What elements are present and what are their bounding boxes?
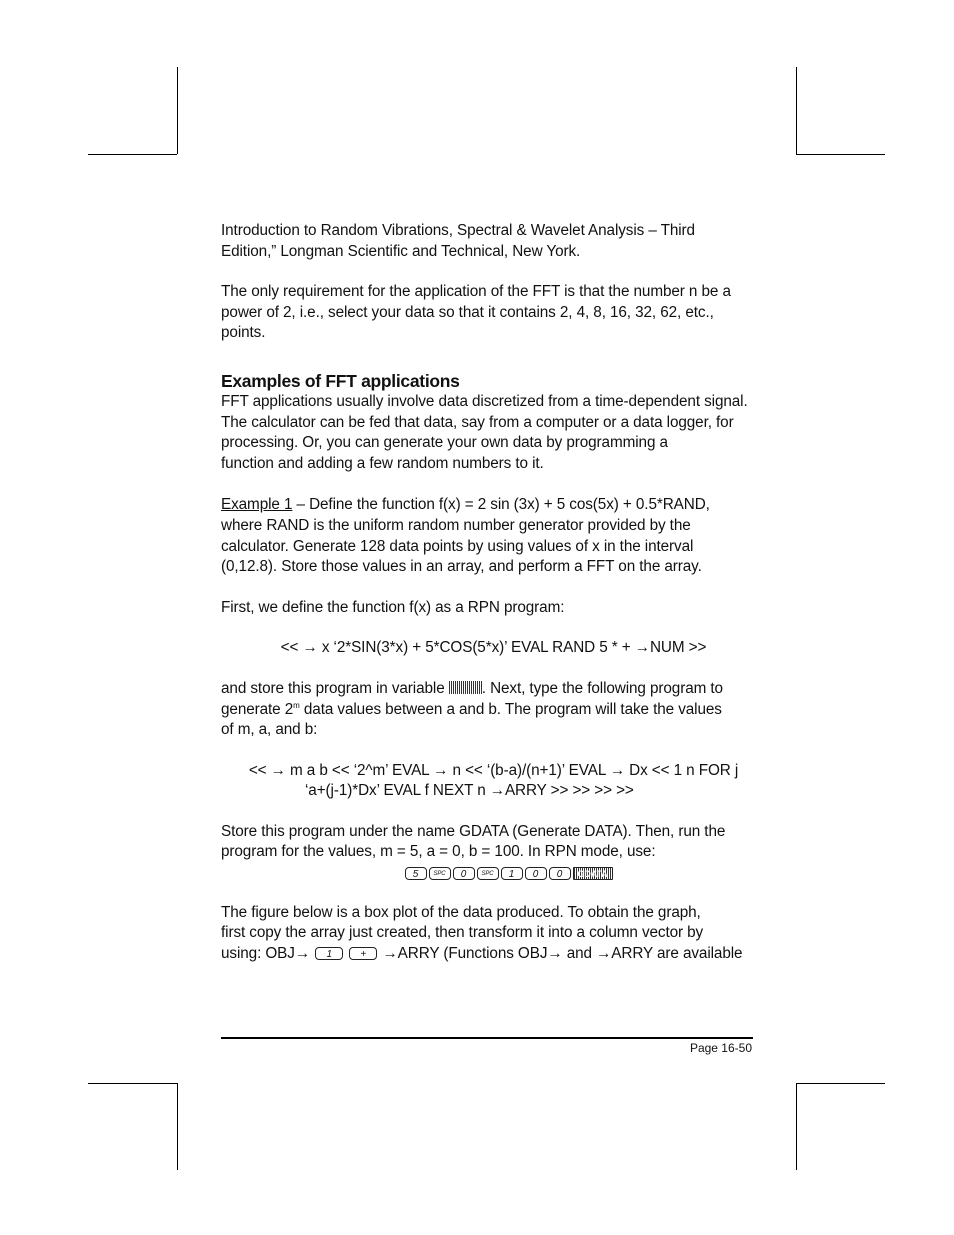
body-line: The figure below is a box plot of the data produced. To obtain the graph, [221,903,701,921]
crop-mark [88,1083,177,1084]
crop-mark [796,1083,885,1084]
body-line: program for the values, m = 5, a = 0, b = 100. In RPN mode, use: [221,843,656,861]
key-1-icon: 1 [501,867,523,880]
key-0-icon: 0 [549,867,571,880]
body-line: and store this program in variable . Next, type the following program to [221,679,723,697]
body-line: power of 2, i.e., select your data so that it contains 2, 4, 8, 16, 32, 62, etc., [221,303,714,321]
body-line: points. [221,324,266,342]
reference-line: Introduction to Random Vibrations, Spectral & Wavelet Analysis – Third [221,222,695,239]
body-line: of m, a, and b: [221,721,318,739]
crop-mark [88,154,177,155]
body-line: calculator. Generate 128 data points by using values of x in the interval [221,537,694,555]
crop-mark [177,67,178,154]
code-line: ‘a+(j-1)*Dx’ EVAL f NEXT n →ARRY >> >> >> >> [305,782,634,800]
key-0-icon: 0 [525,867,547,880]
softkey-gdata-icon: GDATA [573,867,613,880]
body-line: generate 2$^m$ data values between a and b. The program will take the values [221,700,722,718]
body-line: The calculator can be fed that data, say from a computer or a data logger, for [221,413,734,431]
code-line: << → x ‘2*SIN(3*x) + 5*COS(5*x)’ EVAL RAND 5 * + →NUM >> [280,639,707,657]
softkey-f-icon [449,681,482,694]
body-line: using: OBJ→ 1 + →ARRY (Functions OBJ→ and →ARRY are available [221,944,743,962]
page-number: Page 16-50 [689,1041,752,1055]
body-line: FFT applications usually involve data discretized from a time-dependent signal. [221,392,748,410]
crop-mark [177,1083,178,1170]
key-0-icon: 0 [453,867,475,880]
body-line: where RAND is the uniform random number generator provided by the [221,516,691,534]
body-line: (0,12.8). Store those values in an array, and perform a FFT on the array. [221,558,702,576]
crop-mark [796,67,797,154]
key-1-icon: 1 [315,947,343,960]
body-line: First, we define the function f(x) as a RPN program: [221,598,565,616]
code-line: << → m a b << ‘2^m’ EVAL → n << ‘(b-a)/(n+1)’ EVAL → Dx << 1 n FOR j [248,761,739,779]
body-line: function and adding a few random numbers to it. [221,454,544,472]
body-line: first copy the array just created, then transform it into a column vector by [221,924,704,942]
footer-rule [221,1037,753,1039]
key-spc-icon: SPC [477,867,499,880]
example-line: Example 1 – Define the function f(x) = 2 sin (3x) + 5 cos(5x) + 0.5*RAND, [221,496,710,514]
body-line: processing. Or, you can generate your own data by programming a [221,434,668,452]
key-5-icon: 5 [405,867,427,880]
crop-mark [796,154,885,155]
section-heading: Examples of FFT applications [221,370,460,391]
key-spc-icon: SPC [429,867,451,880]
body-line: The only requirement for the application of the FFT is that the number n be a [221,283,731,301]
reference-line: Edition,” Longman Scientific and Technical, New York. [221,242,581,260]
key-plus-icon: + [349,947,377,960]
keystroke-sequence [221,863,766,884]
body-line: Store this program under the name GDATA (Generate DATA). Then, run the [221,822,726,840]
page-body [221,221,766,964]
example-label: Example 1 [221,496,293,514]
crop-mark [796,1083,797,1170]
